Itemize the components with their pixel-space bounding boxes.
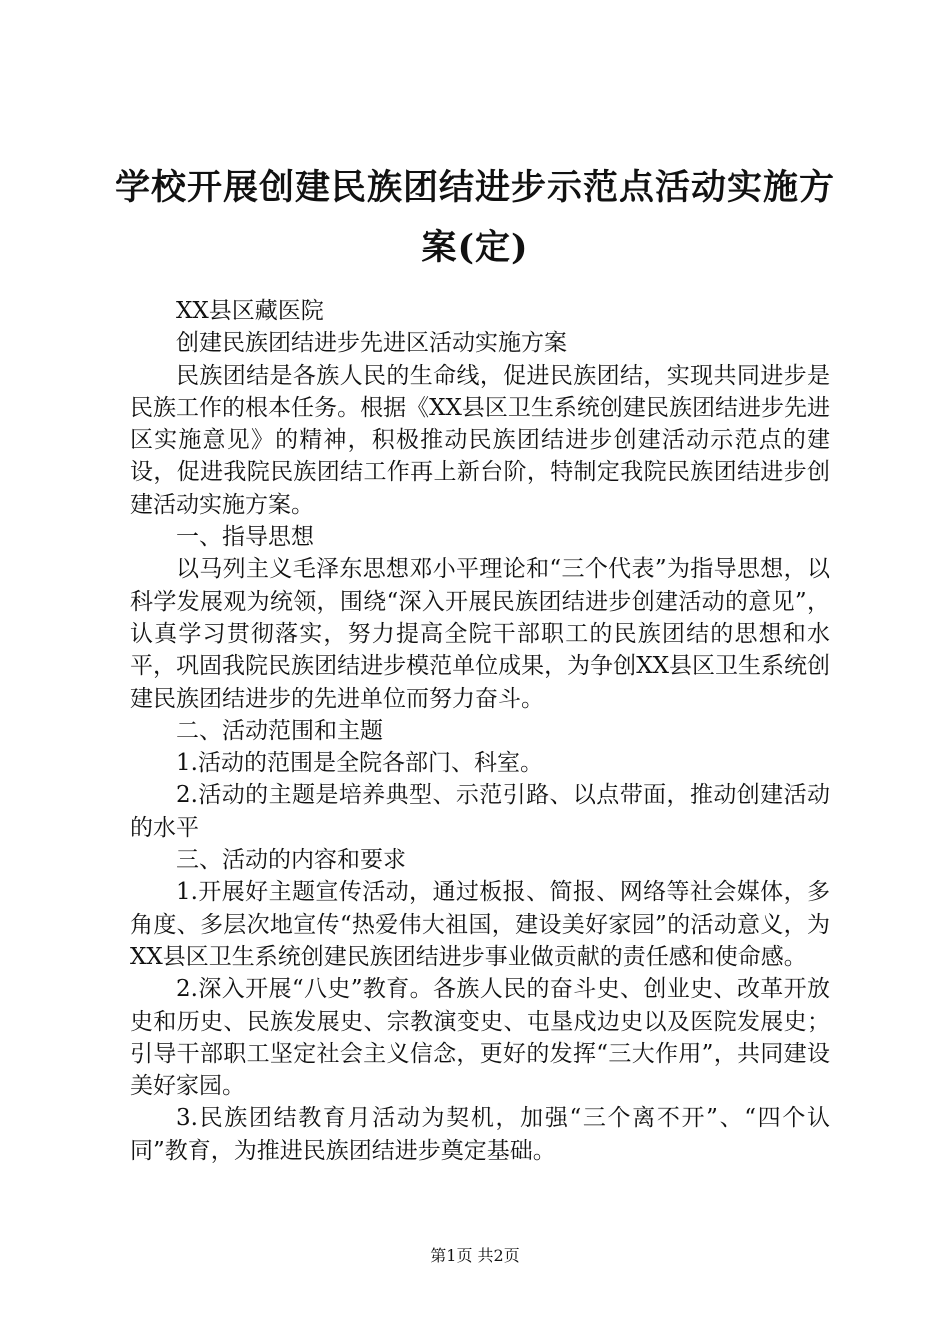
org-name: XX县区藏医院 [176, 298, 324, 324]
section-heading-3: 三、活动的内容和要求 [176, 847, 406, 874]
section-heading-1: 一、指导思想 [176, 524, 314, 551]
document-title: 学校开展创建民族团结进步示范点活动实施方案(定) [114, 167, 835, 268]
document-body [130, 295, 830, 1167]
plan-subtitle: 创建民族团结进步先进区活动实施方案 [176, 330, 567, 357]
guiding-paragraph: 以马列主义毛泽东思想邓小平理论和“三个代表”为指导思想，以科学发展观为统领，围绕“深入开展民族团结进步创建活动的意见”，认真学习贯彻落实，努力提高全院干部职工的民族团结的思想和水平，巩固我院民族团结进步模范单位成果，为争创XX县区卫生系统创建民族团结进步的先进单位而努力奋斗。 [130, 556, 830, 712]
page-number: 第1页 共2页 [430, 1246, 520, 1265]
content-item-2: 2.深入开展“八史”教育。各族人民的奋斗史、创业史、改革开放史和历史、民族发展史、宗教演变史、屯垦戍边史以及医院发展史；引导干部职工坚定社会主义信念，更好的发挥“三大作用”，共同建设美好家园。 [130, 976, 830, 1100]
section-heading-2: 二、活动范围和主题 [176, 717, 383, 744]
intro-paragraph: 民族团结是各族人民的生命线，促进民族团结，实现共同进步是民族工作的根本任务。根据《XX县区卫生系统创建民族团结进步先进区实施意见》的精神，积极推动民族团结进步创建活动示范点的建设，促进我院民族团结工作再上新台阶，特制定我院民族团结进步创建活动实施方案。 [130, 362, 830, 518]
content-item-3: 3.民族团结教育月活动为契机，加强“三个离不开”、“四个认同”教育，为推进民族团结进步奠定基础。 [130, 1105, 830, 1164]
scope-item-2: 2.活动的主题是培养典型、示范引路、以点带面，推动创建活动的水平 [130, 782, 830, 841]
scope-item-1: 1.活动的范围是全院各部门、科室。 [176, 750, 543, 777]
content-item-1: 1.开展好主题宣传活动，通过板报、简报、网络等社会媒体，多角度、多层次地宣传“热爱伟大祖国，建设美好家园”的活动意义，为XX县区卫生系统创建民族团结进步事业做贡献的责任感和使命感。 [130, 879, 830, 970]
